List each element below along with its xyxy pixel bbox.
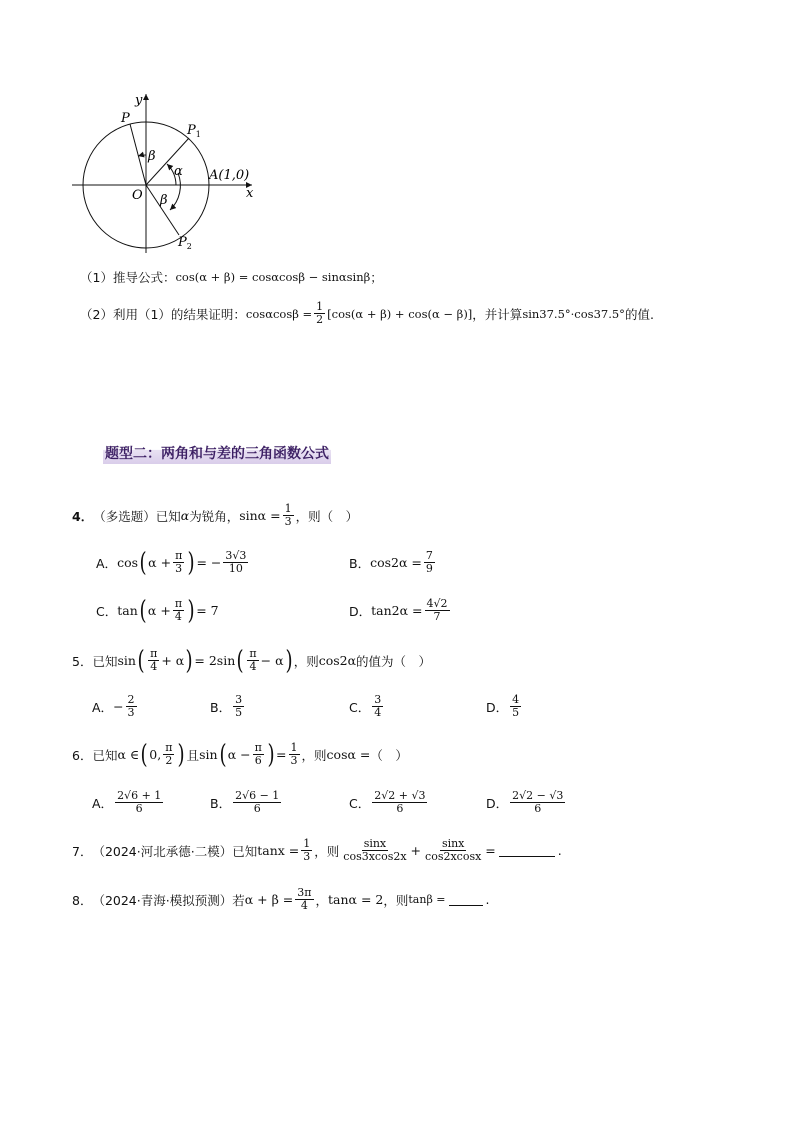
q6-text-c: ，则: [301, 747, 327, 763]
q7-text-b: ，则: [314, 843, 340, 859]
q6-sa: α −: [227, 747, 251, 762]
q5-text-a: 已知: [92, 653, 118, 669]
label-p1: $P_1$: [187, 123, 201, 139]
q4-alpha: α: [180, 508, 190, 523]
q3-part1: [80, 268, 383, 286]
q4-option-d[interactable]: [349, 598, 452, 623]
q3-part2-mid: ，并计算: [472, 306, 523, 322]
q5-option-b[interactable]: [210, 694, 246, 719]
q7-text-a: 已知: [232, 843, 258, 859]
section-title: 题型二：两角和与差的三角函数公式: [103, 442, 331, 464]
label-p: P: [121, 111, 130, 126]
q4-a-eq: = −: [196, 555, 222, 570]
q4-tag: （多选题）: [93, 508, 156, 524]
q7-stem: [72, 838, 562, 863]
q6-eq: =: [276, 747, 287, 762]
q5-p2: $\frac{\pi}{4}$: [249, 647, 257, 673]
q6-int-frac: $\frac{\pi}{2}$: [165, 741, 173, 767]
q6-a-label: A．: [92, 795, 114, 811]
label-y: y: [135, 93, 143, 108]
q8-source: （2024·青海·模拟预测）: [92, 892, 233, 908]
q6-number: 6．: [72, 747, 93, 763]
q5-b-value: $\frac{3}{5}$: [235, 693, 243, 719]
q6-b-label: B．: [210, 795, 232, 811]
q4-option-c[interactable]: C． tan ( α + $\frac{\pi}{4}$ ) = 7: [96, 595, 219, 626]
q8-text-c: ，则: [383, 892, 409, 908]
q6-text-d: （ ）: [370, 747, 408, 763]
q3-part1-end: ；: [370, 270, 383, 285]
q4-d-label: D．: [349, 603, 372, 619]
q7-plus: +: [410, 843, 422, 858]
q6-text-b: 且: [186, 747, 200, 763]
q5-eq: = 2sin: [194, 653, 236, 668]
label-alpha: α: [174, 164, 183, 179]
q5-sin1: sin: [117, 653, 136, 668]
q6-text-a: 已知: [92, 747, 118, 763]
q6-b-value: $\frac{2√6 - 1}{6}$: [235, 789, 280, 815]
q8-number: 8．: [72, 892, 93, 908]
beta-upper-arc: [138, 155, 146, 156]
q5-a-value: $\frac{2}{3}$: [127, 693, 135, 719]
q3-part2-rhs: [cos(α + β) + cos(α − β)]: [327, 306, 473, 321]
label-o: O: [132, 188, 143, 203]
q7-number: 7．: [72, 843, 93, 859]
q5-option-d[interactable]: [486, 694, 523, 719]
q7-end: .: [557, 843, 562, 858]
q4-b-pre: cos2α =: [370, 555, 422, 570]
q3-part2-label: （2）利用（1）的结果证明：: [80, 306, 246, 322]
q5-text-b: ，则: [293, 653, 319, 669]
q6-eq-frac: $\frac{1}{3}$: [290, 741, 298, 767]
q6-sin: sin: [199, 747, 218, 762]
q6-s-frac: $\frac{\pi}{6}$: [254, 741, 262, 767]
q5-a-sign: −: [113, 699, 124, 714]
q6-q: cosα =: [326, 747, 371, 762]
q7-source: （2024·河北承德·二模）: [92, 843, 233, 859]
q4-d-pre: tan2α =: [371, 603, 423, 618]
q4-option-a[interactable]: A． cos ( α + $\frac{\pi}{3}$ ) = − $\frac{3√3}{10}$: [96, 547, 247, 578]
label-beta-lower: β: [160, 193, 168, 208]
q5-q: cos2α: [318, 653, 357, 668]
q5-a1b: + α: [161, 653, 185, 668]
label-beta-upper: β: [148, 149, 156, 164]
q4-text-a: 已知: [155, 508, 181, 524]
label-x: x: [246, 186, 254, 201]
q8-stem: [72, 887, 490, 912]
q6-option-b[interactable]: [210, 790, 283, 815]
q3-part2: [80, 301, 654, 326]
q5-b-label: B．: [210, 699, 232, 715]
q6-c-value: $\frac{2√2 + √3}{6}$: [374, 789, 426, 815]
q5-d-label: D．: [486, 699, 509, 715]
q5-option-a[interactable]: [92, 694, 139, 719]
q7-frac-2: $\frac{\sin x}{\cos 2xcosx}$: [425, 837, 482, 863]
q8-end: .: [485, 892, 490, 907]
q7-answer-blank[interactable]: [499, 844, 555, 857]
q3-part1-label: （1）推导公式：: [80, 270, 176, 285]
label-p2: $P_2$: [178, 235, 192, 251]
q4-a-in-frac: $\frac{\pi}{3}$: [175, 549, 183, 575]
radius-op: [130, 124, 146, 185]
q4-c-in: α +: [147, 603, 171, 618]
q8-q: tanβ =: [408, 893, 446, 906]
q6-int-a: 0,: [149, 747, 162, 762]
q5-p1: $\frac{\pi}{4}$: [150, 647, 158, 673]
q6-d-value: $\frac{2√2 - √3}{6}$: [512, 789, 564, 815]
q4-a-value: $\frac{3√3}{10}$: [225, 549, 247, 575]
q6-option-d[interactable]: [486, 790, 567, 815]
q5-stem: 5． 已知 sin ( $\frac{\pi}{4}$ + α ) = 2sin ( $\frac{\pi}{4}$ − α ) ，则 cos2α 的值为（ ）: [72, 645, 432, 676]
q7-cond-frac: $\frac{1}{3}$: [303, 837, 311, 863]
q6-a-value: $\frac{2√6 + 1}{6}$: [117, 789, 162, 815]
q4-text-c: ，则（ ）: [295, 508, 359, 524]
q4-c-label: C．: [96, 603, 118, 619]
q4-cond: sinα =: [239, 508, 281, 523]
q8-cond: α + β =: [244, 892, 294, 907]
q4-a-in: α +: [148, 555, 172, 570]
label-a: A(1,0): [209, 168, 250, 183]
q5-number: 5．: [72, 653, 93, 669]
q8-text-a: 若: [232, 892, 245, 908]
q4-cond-frac: $\frac{1}{3}$: [284, 502, 292, 528]
q4-stem: [72, 503, 358, 528]
q6-option-a[interactable]: [92, 790, 165, 815]
q4-b-label: B．: [349, 555, 371, 571]
q3-part2-calc: sin37.5°·cos37.5°: [522, 306, 625, 321]
q4-d-value: $\frac{4√2}{7}$: [426, 597, 448, 623]
q4-number: 4．: [72, 508, 94, 524]
q7-eq: =: [485, 843, 496, 858]
q8-cond2: tanα = 2: [328, 892, 384, 907]
q4-c-pre: tan: [117, 603, 138, 618]
q8-answer-blank[interactable]: [449, 893, 483, 906]
q5-option-c[interactable]: [349, 694, 385, 719]
unit-circle-diagram: [66, 88, 266, 258]
q6-in: α ∈: [117, 747, 140, 762]
q7-cond: tanx =: [257, 843, 300, 858]
q5-d-value: $\frac{4}{5}$: [512, 693, 520, 719]
q4-text-b: 为锐角，: [189, 508, 240, 524]
q4-a-pre: cos: [117, 555, 139, 570]
q7-frac-1: $\frac{\sin x}{\cos 3xcos2x}$: [343, 837, 407, 863]
q5-c-label: C．: [349, 699, 371, 715]
q5-a2b: − α: [260, 653, 284, 668]
q3-part2-half: $\frac{1}{2}$: [316, 300, 324, 326]
q3-part2-end: 的值.: [624, 306, 654, 322]
q4-c-eq: = 7: [196, 603, 219, 618]
q6-c-label: C．: [349, 795, 371, 811]
q8-text-b: ，: [315, 892, 329, 908]
q4-a-label: A．: [96, 555, 118, 571]
q5-text-c: 的值为（ ）: [356, 653, 432, 669]
q5-c-value: $\frac{3}{4}$: [374, 693, 382, 719]
q4-c-in-frac: $\frac{\pi}{4}$: [174, 597, 183, 623]
q6-option-c[interactable]: [349, 790, 429, 815]
q5-a-label: A．: [92, 699, 114, 715]
q4-b-value: $\frac{7}{9}$: [425, 549, 433, 575]
q6-d-label: D．: [486, 795, 509, 811]
q3-part1-formula: cos(α + β) = cosαcosβ − sinαsinβ: [175, 270, 371, 284]
q4-option-b[interactable]: [349, 550, 437, 575]
q8-cond-frac: $\frac{3\pi}{4}$: [297, 886, 312, 912]
q6-stem: 6． 已知 α ∈ ( 0, $\frac{\pi}{2}$ ) 且 sin ( α − $\frac{\pi}{6}$ ) = $\frac{1}{3}$ ，则 cosα = （ ）: [72, 739, 408, 770]
q3-part2-lhs: cosαcosβ =: [245, 306, 313, 321]
